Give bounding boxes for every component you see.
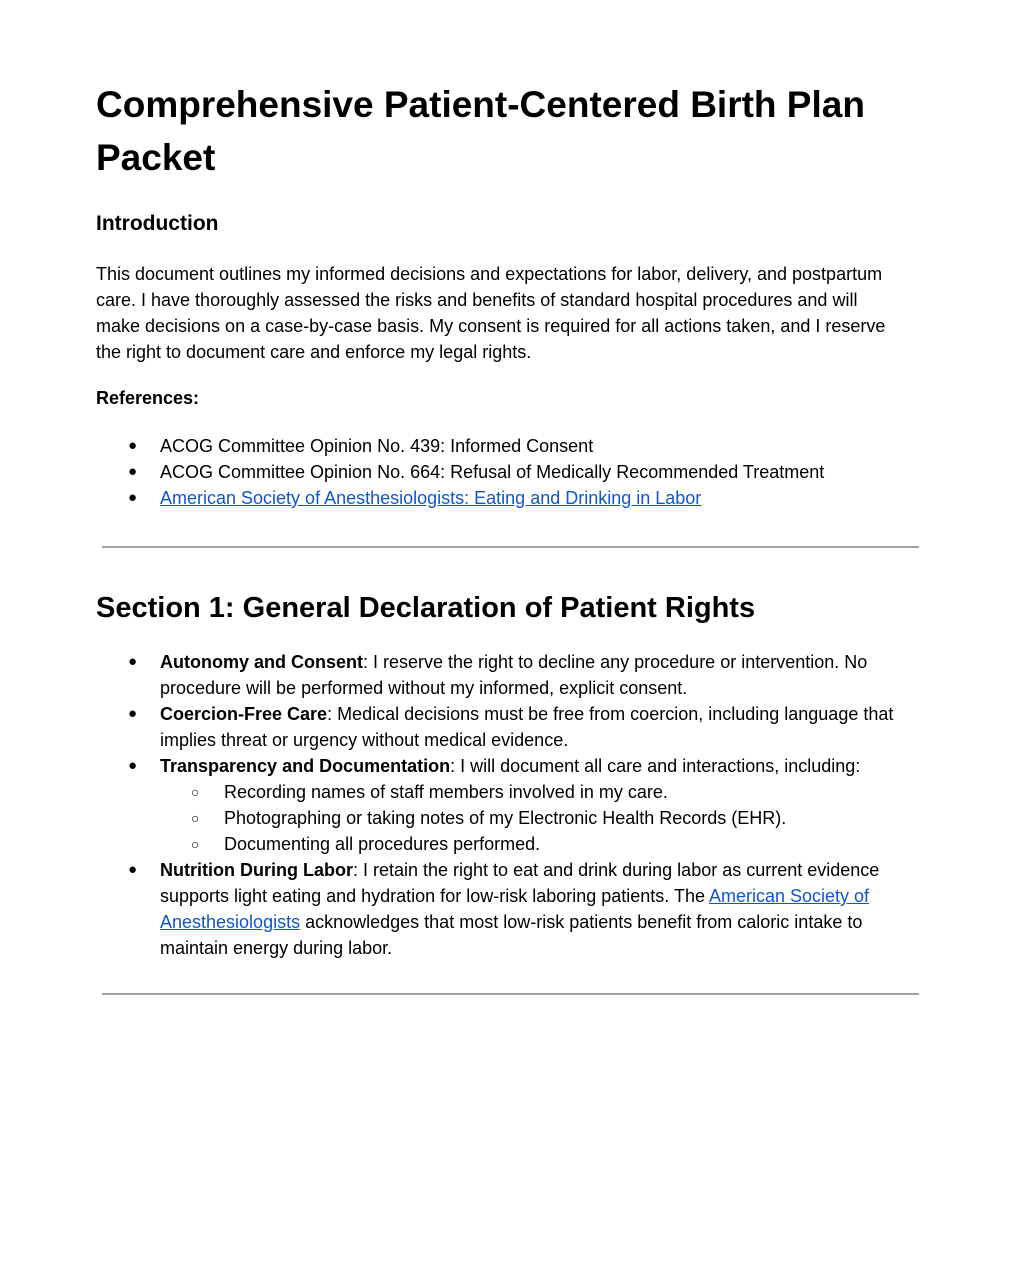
sublist-text: Documenting all procedures performed. (224, 834, 541, 854)
sublist-text: Recording names of staff members involved in my care. (224, 782, 668, 802)
introduction-paragraph: This document outlines my informed decisions and expectations for labor, delivery, and postpartum care. I have thoroughly assessed the risks and benefits of standard hospital procedures and will make decisions on a case-by-case basis. My consent is required for all actions taken, and I reserve the right to document care and enforce my legal rights. (96, 264, 886, 362)
patient-rights-list (0, 649, 930, 961)
rights-item-autonomy (0, 649, 930, 701)
rights-item-transparency (0, 753, 930, 857)
rights-description: : I retain the right to eat and drink during labor as current evidence supports light eating and hydration for low-risk laboring patients. The (160, 860, 880, 906)
rights-description: : I will document all care and interactions, including: (450, 756, 861, 776)
asa-eating-drinking-link[interactable]: American Society of Anesthesiologists: Eating and Drinking in Labor (160, 488, 702, 508)
reference-item (0, 485, 930, 511)
rights-term: Autonomy and Consent (160, 652, 363, 672)
documentation-sublist (160, 779, 930, 857)
rights-item-coercion (0, 701, 930, 753)
references-list (0, 433, 930, 511)
reference-item (0, 433, 930, 459)
bullet-icon: ● (128, 653, 138, 670)
bullet-icon: ● (128, 437, 138, 454)
document-title: Comprehensive Patient-Centered Birth Plan Packet (96, 84, 865, 178)
section-1-heading: Section 1: General Declaration of Patient Rights (96, 592, 756, 624)
rights-description: : I reserve the right to decline any procedure or intervention. No procedure will be performed without my informed, explicit consent. (160, 652, 868, 698)
sublist-item (160, 779, 930, 805)
reference-item (0, 459, 930, 485)
hollow-bullet-icon: ○ (191, 836, 200, 852)
horizontal-divider (102, 546, 919, 548)
hollow-bullet-icon: ○ (191, 784, 200, 800)
sublist-item (160, 831, 930, 857)
hollow-bullet-icon: ○ (191, 810, 200, 826)
sublist-text: Photographing or taking notes of my Electronic Health Records (EHR). (224, 808, 787, 828)
reference-text: ACOG Committee Opinion No. 439: Informed Consent (160, 436, 594, 456)
rights-description-continued: acknowledges that most low-risk patients benefit from caloric intake to maintain energy during labor. (160, 912, 863, 958)
horizontal-divider (102, 993, 919, 995)
rights-term: Transparency and Documentation (160, 756, 451, 776)
bullet-icon: ● (128, 463, 138, 480)
rights-term: Nutrition During Labor (160, 860, 353, 880)
bullet-icon: ● (128, 861, 138, 878)
bullet-icon: ● (128, 757, 138, 774)
rights-description: : Medical decisions must be free from coercion, including language that implies threat or urgency without medical evidence. (160, 704, 894, 750)
rights-item-nutrition (0, 857, 930, 961)
bullet-icon: ● (128, 705, 138, 722)
reference-text: ACOG Committee Opinion No. 664: Refusal of Medically Recommended Treatment (160, 462, 825, 482)
introduction-heading: Introduction (96, 212, 219, 235)
references-label: References: (96, 388, 200, 408)
sublist-item (160, 805, 930, 831)
asa-link[interactable]: American Society of Anesthesiologists (160, 886, 870, 932)
rights-term: Coercion-Free Care (160, 704, 328, 724)
bullet-icon: ● (128, 489, 138, 506)
